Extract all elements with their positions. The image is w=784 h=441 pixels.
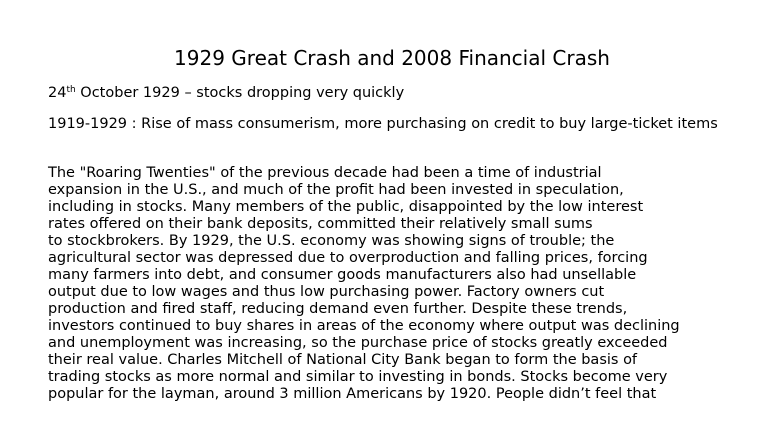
consumerism-line: 1919-1929 : Rise of mass consumerism, more purchasing on credit to buy large-ticket items (48, 116, 718, 132)
body-line: many farmers into debt, and consumer goods manufacturers also had unsellable (48, 267, 637, 283)
body-line: to stockbrokers. By 1929, the U.S. economy was showing signs of trouble; the (48, 233, 615, 249)
body-line: trading stocks as more normal and similar to investing in bonds. Stocks become very (48, 369, 668, 385)
date-ordinal-suffix: th (66, 85, 76, 95)
body-line: production and fired staff, reducing demand even further. Despite these trends, (48, 301, 628, 317)
date-day: 24 (48, 85, 67, 101)
body-line: investors continued to buy shares in areas of the economy where output was declining (48, 318, 680, 334)
body-line: including in stocks. Many members of the public, disappointed by the low interest (48, 199, 644, 215)
body-line: The "Roaring Twenties" of the previous decade had been a time of industrial (48, 165, 602, 181)
slide-title: 1929 Great Crash and 2008 Financial Crash (174, 46, 610, 70)
body-line: expansion in the U.S., and much of the profit had been invested in speculation, (48, 182, 624, 198)
body-line: rates offered on their bank deposits, committed their relatively small sums (48, 216, 593, 232)
body-line: popular for the layman, around 3 million Americans by 1920. People didn’t feel that (48, 386, 657, 402)
body-line: their real value. Charles Mitchell of National City Bank began to form the basis of (48, 352, 638, 368)
date-line (48, 84, 748, 102)
date-description: October 1929 – stocks dropping very quickly (75, 85, 405, 101)
body-line: output due to low wages and thus low purchasing power. Factory owners cut (48, 284, 605, 300)
body-paragraph (48, 165, 748, 403)
body-line: agricultural sector was depressed due to overproduction and falling prices, forcing (48, 250, 648, 266)
body-line: and unemployment was increasing, so the purchase price of stocks greatly exceeded (48, 335, 668, 351)
